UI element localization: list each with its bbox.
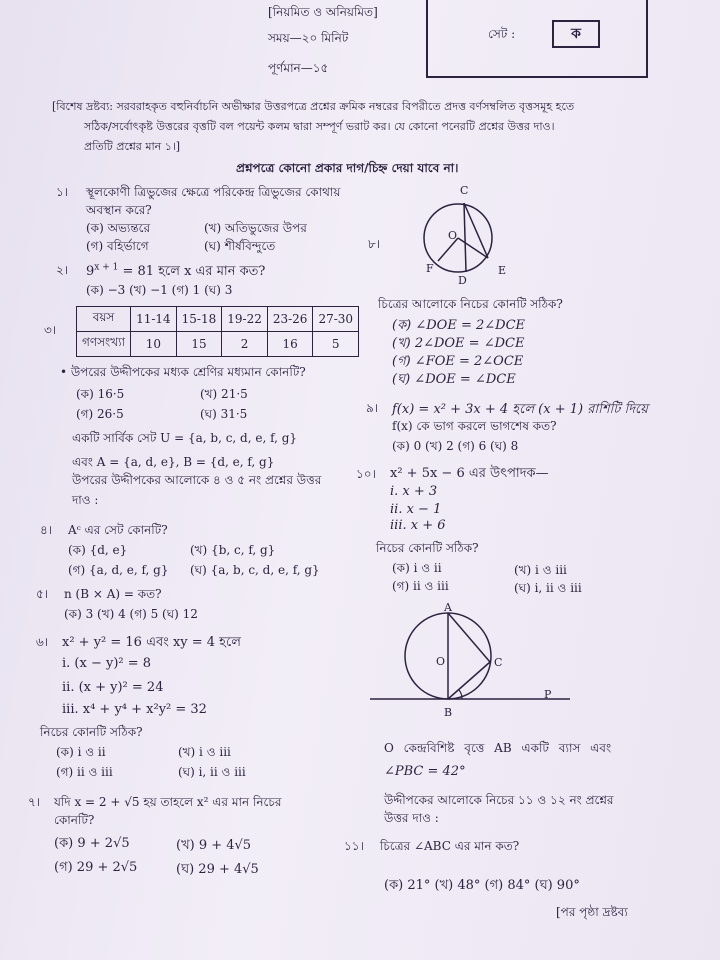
q8-option-d: (ঘ) ∠DOE = ∠DCE [392,372,516,387]
table-cell: 16 [267,332,313,357]
q8-number: ৮। [368,237,381,251]
full-marks: পূর্ণমান—১৫ [268,61,329,75]
q3-option-a: (ক) 16·5 [76,387,125,401]
q6-statement-i: i. (x − y)² = 8 [62,656,152,671]
q6-statement-ii: ii. (x + y)² = 24 [62,680,164,695]
q4-text: Aᶜ এর সেট কোনটি? [68,523,168,537]
table-cell: 15-18 [176,307,222,332]
q2-base: 9 [86,264,95,279]
q7-option-d: (ঘ) 29 + 4√5 [176,862,259,877]
q6-option-a: (ক) i ও ii [56,745,106,759]
q1-option-a: (ক) অভ্যন্তরে [86,221,151,235]
q3-option-d: (ঘ) 31·5 [200,407,248,421]
q1-option-b: (খ) অতিভুজের উপর [204,221,307,235]
q8-label-d: D [458,274,467,287]
q5-options: (ক) 3 (খ) 4 (গ) 5 (ঘ) 12 [64,607,198,621]
table-cell: 15 [176,332,222,357]
q9-text-2: f(x) কে ভাগ করলে ভাগশেষ কত? [392,419,557,433]
table-row-age [77,307,359,332]
q8-prompt: চিত্রের আলোকে নিচের কোনটি সঠিক? [378,297,563,311]
next-page-note: [পর পৃষ্ঠা দ্রষ্টব্য [556,905,628,919]
q4-option-b: (খ) {b, c, f, g} [190,543,276,557]
q2-expression [86,262,265,283]
q10-statement-i: i. x + 3 [390,484,438,499]
q2-text: = 81 হলে x এর মান কত? [118,264,266,279]
set-stimulus-1: একটি সার্বিক সেট U = {a, b, c, d, e, f, g} [72,431,298,445]
set-stimulus-2: এবং A = {a, d, e}, B = {d, e, f, g} [72,455,275,469]
q9-text-1: f(x) = x² + 3x + 4 হলে (x + 1) রাশিটি দিয়ে [392,402,648,417]
q4-option-a: (ক) {d, e} [68,543,128,557]
frequency-table [76,306,359,357]
fig2-label-c: C [494,656,503,669]
q8-option-a: (ক) ∠DOE = 2∠DCE [392,318,526,333]
q8-label-e: E [498,264,507,277]
q11-options: (ক) 21° (খ) 48° (গ) 84° (ঘ) 90° [384,878,580,893]
exam-time: সময়—২০ মিনিট [268,31,349,45]
set-frame [426,0,648,78]
q3-option-b: (খ) 21·5 [200,387,248,401]
q7-text-1: যদি x = 2 + √5 হয় তাহলে x² এর মান নিচের [54,795,282,809]
q4-number: ৪। [40,523,53,537]
q10-option-d: (ঘ) i, ii ও iii [514,581,582,595]
table-cell: 2 [222,332,268,357]
notice-line-2: সঠিক/সর্বোৎকৃষ্ট উত্তরের বৃত্তটি বল পয়েন্ট কলম দ্বারা সম্পূর্ণ ভরাট কর। যে কোনো পনেরটি প্রশ্নের উত্তর দাও। [84,120,555,133]
q9-number: ৯। [366,401,379,415]
q3-question: • উপরের উদ্দীপকের মধ্যক শ্রেণির মধ্যমান কোনটি? [60,365,306,379]
q3-option-c: (গ) 26·5 [76,407,124,421]
table-cell: 5 [313,332,359,357]
q8-option-b: (খ) 2∠DOE = ∠DCE [392,336,525,351]
q11-text: চিত্রের ∠ABC এর মান কত? [380,839,520,853]
table-cell: 10 [131,332,177,357]
q6-option-d: (ঘ) i, ii ও iii [178,765,246,779]
q3-number: ৩। [44,323,57,337]
q6-option-c: (গ) ii ও iii [56,765,113,779]
fig2-label-o: O [436,655,446,668]
fig2-line-ac [448,613,490,662]
table-header-frequency: গণসংখ্যা [77,332,131,357]
q4-option-c: (গ) {a, d, e, f, g} [68,563,169,577]
fig2-label-b: B [444,706,453,719]
q6-option-b: (খ) i ও iii [178,745,231,759]
set-stimulus-4: দাও : [72,493,99,507]
q10-option-c: (গ) ii ও iii [392,579,449,593]
q10-option-a: (ক) i ও ii [392,561,442,575]
q5-number: ৫। [36,587,49,601]
q8-option-c: (গ) ∠FOE = 2∠OCE [392,354,524,369]
q8-line-cd [464,203,466,272]
warning-line: প্রশ্নপত্রে কোনো প্রকার দাগ/চিহ্ন দেয়া যাবে না। [236,161,459,175]
stimulus-1112-line-4: উত্তর দাও : [384,811,439,825]
q8-label-c: C [460,184,469,197]
q1-option-c: (গ) বহির্ভাগে [86,239,149,253]
q4-option-d: (ঘ) {a, b, c, d, e, f, g} [190,563,320,577]
q7-option-b: (খ) 9 + 4√5 [176,838,252,853]
q10-statement-ii: ii. x − 1 [390,502,442,517]
q10-number: ১০। [356,467,376,481]
q11-number: ১১। [344,839,364,853]
stimulus-1112-line-1: O কেন্দ্রবিশিষ্ট বৃত্তে AB একটি ব্যাস এবং [384,741,612,755]
fig2-label-a: A [444,601,452,614]
q2-exponent: x + 1 [94,262,119,273]
q2-number: ২। [56,263,69,277]
q7-number: ৭। [28,795,41,809]
q6-statement-iii: iii. x⁴ + y⁴ + x²y² = 32 [62,702,207,717]
q8-label-o: O [448,229,458,242]
q6-text: x² + y² = 16 এবং xy = 4 হলে [62,635,241,650]
stimulus-1112-line-3: উদ্দীপকের আলোকে নিচের ১১ ও ১২ নং প্রশ্নের [384,793,614,807]
exam-category: [নিয়মিত ও অনিয়মিত] [268,5,378,19]
stimulus-1112-line-2: ∠PBC = 42° [384,764,466,779]
q2-options: (ক) −3 (খ) −1 (গ) 1 (ঘ) 3 [86,283,233,297]
table-header-age: বয়স [77,307,131,332]
q1-number: ১। [56,185,69,199]
notice-line-3: প্রতিটি প্রশ্নের মান ১।] [84,140,181,153]
fig2-label-p: P [544,688,552,701]
q1-option-d: (ঘ) শীর্ষবিন্দুতে [204,239,276,253]
q10-prompt: নিচের কোনটি সঠিক? [376,541,479,555]
set-value-box: ক [552,20,600,48]
table-row-frequency [77,332,359,357]
q5-text: n (B × A) = কত? [64,587,162,601]
q10-text: x² + 5x − 6 এর উৎপাদক— [390,466,549,481]
q6-prompt: নিচের কোনটি সঠিক? [40,725,143,739]
q1-text-2: অবস্থান করে? [86,203,152,217]
set-stimulus-3: উপরের উদ্দীপকের আলোকে ৪ ও ৫ নং প্রশ্নের উত্তর [72,473,322,487]
table-cell: 23-26 [267,307,313,332]
q6-number: ৬। [36,635,49,649]
table-cell: 27-30 [313,307,359,332]
q7-text-2: কোনটি? [54,813,95,827]
q7-option-a: (ক) 9 + 2√5 [54,836,130,851]
q7-option-c: (গ) 29 + 2√5 [54,860,138,875]
q9-options: (ক) 0 (খ) 2 (গ) 6 (ঘ) 8 [392,439,519,453]
set-label: সেট : [488,27,516,41]
table-cell: 11-14 [131,307,177,332]
q8-label-f: F [426,262,434,275]
q10-statement-iii: iii. x + 6 [390,518,446,533]
notice-line-1: [বিশেষ দ্রষ্টব্য: সরবরাহকৃত বহুনির্বাচনি অভীক্ষার উত্তরপত্রে প্রশ্নের ক্রমিক নম্বরের বিপরীতে প্রদত্ত বর্ণসম্বলিত বৃত্তসমূহ হতে [52,100,575,113]
q10-option-b: (খ) i ও iii [514,563,567,577]
table-cell: 19-22 [222,307,268,332]
tangent-circle-figure [370,600,600,720]
q1-text-1: স্থূলকোণী ত্রিভুজের ক্ষেত্রে পরিকেন্দ্র ত্রিভুজের কোথায় [86,185,341,199]
